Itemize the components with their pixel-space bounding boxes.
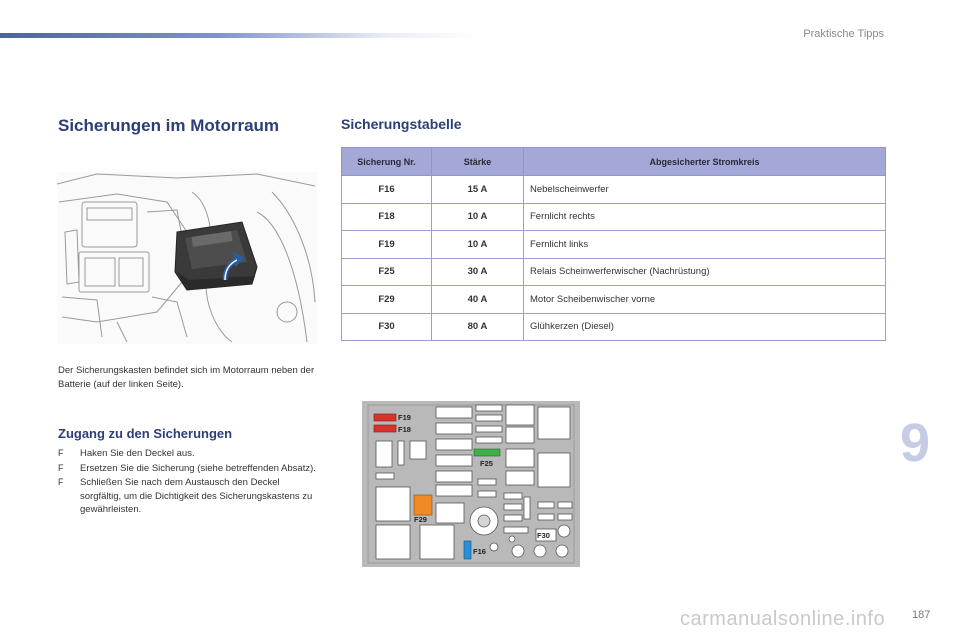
fuse-rating: 80 A xyxy=(432,313,524,341)
fuse-circuit: Glühkerzen (Diesel) xyxy=(524,313,886,341)
bullet-icon: F xyxy=(58,477,64,487)
fuse-no: F18 xyxy=(342,203,432,231)
header-rating: Stärke xyxy=(432,148,524,176)
fuse-rating: 10 A xyxy=(432,231,524,259)
label-f29: F29 xyxy=(414,515,427,524)
fuse-box-diagram xyxy=(362,401,580,567)
fuse-f19 xyxy=(374,414,396,421)
label-f30: F30 xyxy=(537,531,550,540)
fuse-circuit: Fernlicht links xyxy=(524,231,886,259)
fuse-circuit: Relais Scheinwerferwischer (Nachrüstung) xyxy=(524,258,886,286)
fuse-no: F25 xyxy=(342,258,432,286)
bullet-icon: F xyxy=(58,462,64,473)
label-f25: F25 xyxy=(480,459,493,468)
fuse-f25 xyxy=(474,449,500,456)
fuse-no: F29 xyxy=(342,286,432,314)
section-header: Praktische Tipps xyxy=(803,28,884,40)
table-row xyxy=(342,258,886,286)
list-item: F Schließen Sie nach dem Austausch den Deckel sorgfältig, um die Dichtigkeit des Sicherungskastens zu gewährleisten. xyxy=(58,477,313,515)
header-circuit: Abgesicherter Stromkreis xyxy=(524,148,886,176)
table-row xyxy=(342,231,886,259)
chapter-number: 9 xyxy=(900,413,931,473)
fuse-circuit: Motor Scheibenwischer vorne xyxy=(524,286,886,314)
table-header-row xyxy=(342,148,886,176)
table-row xyxy=(342,176,886,204)
access-steps xyxy=(58,447,318,518)
page-title: Sicherungen im Motorraum xyxy=(58,116,280,135)
fuse-no: F19 xyxy=(342,231,432,259)
engine-compartment-illustration xyxy=(57,172,317,344)
fuse-circuit: Nebelscheinwerfer xyxy=(524,176,886,204)
bullet-icon: F xyxy=(58,448,64,458)
label-f16: F16 xyxy=(473,547,486,556)
fuse-circuit: Fernlicht rechts xyxy=(524,203,886,231)
page-number: 187 xyxy=(912,609,931,621)
fuse-f16 xyxy=(464,541,471,559)
label-f18: F18 xyxy=(398,425,411,434)
access-heading: Zugang zu den Sicherungen xyxy=(58,426,233,441)
fuse-rating: 30 A xyxy=(432,258,524,286)
fuse-f29 xyxy=(414,495,432,515)
list-item: F Haken Sie den Deckel aus. xyxy=(58,448,195,459)
intro-text: Der Sicherungskasten befindet sich im Motorraum neben der Batterie (auf der linken Seite). xyxy=(58,365,315,390)
top-accent-bar xyxy=(0,33,480,38)
fuse-rating: 15 A xyxy=(432,176,524,204)
table-row xyxy=(342,203,886,231)
table-title: Sicherungstabelle xyxy=(341,116,462,132)
table-row xyxy=(342,286,886,314)
fuse-no: F16 xyxy=(342,176,432,204)
fuse-f18 xyxy=(374,425,396,432)
list-item: F Ersetzen Sie die Sicherung (siehe betreffenden Absatz). xyxy=(58,462,316,474)
header-fuse-no: Sicherung Nr. xyxy=(342,148,432,176)
fuse-no: F30 xyxy=(342,313,432,341)
fuse-rating: 10 A xyxy=(432,203,524,231)
watermark: carmanualsonline.info xyxy=(680,608,886,630)
label-f19: F19 xyxy=(398,413,411,422)
fuse-table xyxy=(341,147,886,341)
fuse-rating: 40 A xyxy=(432,286,524,314)
table-row xyxy=(342,313,886,341)
